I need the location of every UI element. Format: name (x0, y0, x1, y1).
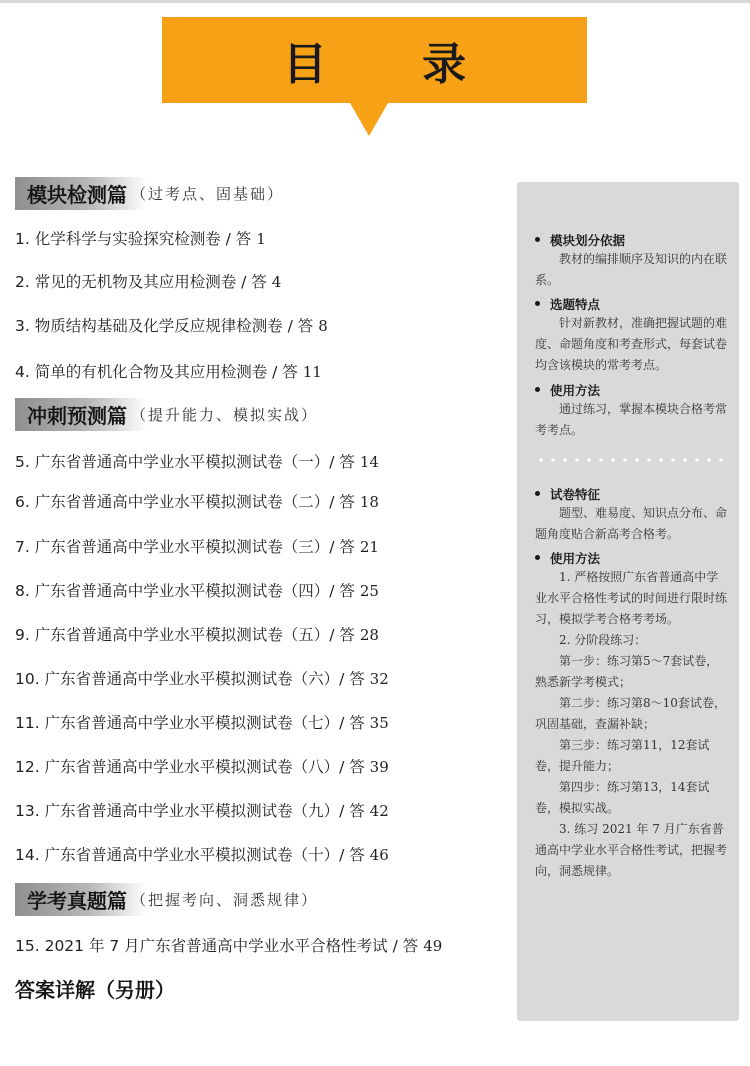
sidebar-item-text: 第四步：练习第13，14套试卷，模拟实战。 (535, 780, 710, 815)
toc-entry-text: 5. 广东省普通高中学业水平模拟测试卷（一）/ 答 (15, 453, 355, 471)
banner-pointer (350, 103, 388, 136)
section-title: 学考真题篇 (27, 889, 127, 913)
dotted-divider (535, 458, 727, 462)
sidebar-item (535, 380, 727, 441)
sidebar-item-text: 2. 分阶段练习： (559, 633, 647, 647)
bullet-icon (535, 491, 540, 496)
section-heading-sprint (15, 398, 318, 431)
section-subtitle: （过考点、固基础） (131, 185, 285, 203)
toc-entry-page: 11 (302, 363, 322, 381)
section-subtitle: （提升能力、模拟实战） (131, 406, 319, 424)
toc-entry[interactable] (15, 711, 389, 733)
toc-entry-text: 3. 物质结构基础及化学反应规律检测卷 / 答 (15, 317, 314, 335)
toc-entry[interactable] (15, 535, 379, 557)
page-title: 目 录 (282, 39, 507, 90)
sidebar-item-text: 教材的编排顺序及知识的内在联系。 (535, 252, 728, 287)
sidebar-item-text: 1. 严格按照广东省普通高中学业水平合格性考试的时间进行限时练习，模拟学考合格考考场。 (535, 570, 728, 626)
toc-entry-text: 12. 广东省普通高中学业水平模拟测试卷（八）/ 答 (15, 758, 365, 776)
toc-entry-text: 6. 广东省普通高中学业水平模拟测试卷（二）/ 答 (15, 493, 355, 511)
toc-entry[interactable] (15, 579, 379, 601)
toc-entry[interactable] (15, 360, 322, 382)
toc-entry[interactable] (15, 490, 379, 512)
sidebar-item (535, 484, 727, 545)
section-subtitle: （把握考向、洞悉规律） (131, 891, 319, 909)
bullet-icon (535, 555, 540, 560)
toc-entry-page: 49 (423, 937, 443, 955)
sidebar-item-text: 通过练习，掌握本模块合格考常考考点。 (535, 402, 728, 437)
answers-note: 答案详解（另册） (15, 978, 175, 1002)
toc-entry-text: 1. 化学科学与实验探究检测卷 / 答 (15, 230, 252, 248)
sidebar-notes (517, 182, 739, 1021)
toc-entry-page: 39 (369, 758, 389, 776)
toc-entry-text: 15. 2021 年 7 月广东省普通高中学业水平合格性考试 / 答 (15, 937, 419, 955)
top-rule (0, 0, 750, 3)
toc-entry[interactable] (15, 799, 389, 821)
toc-entry-page: 8 (318, 317, 328, 335)
section-title: 模块检测篇 (27, 183, 127, 207)
sidebar-item-heading: 模块划分依据 (550, 232, 626, 248)
sidebar-item-text: 题型、难易度、知识点分布、命题角度贴合新高考合格考。 (535, 506, 728, 541)
toc-entry-page: 25 (359, 582, 379, 600)
toc-entry[interactable] (15, 755, 389, 777)
toc-entry-page: 14 (359, 453, 379, 471)
toc-entry[interactable] (15, 623, 379, 645)
sidebar-item-text: 3. 练习 2021 年 7 月广东省普通高中学业水平合格性考试，把握考向，洞悉规律。 (535, 822, 728, 878)
toc-entry-text: 7. 广东省普通高中学业水平模拟测试卷（三）/ 答 (15, 538, 355, 556)
toc-entry[interactable] (15, 314, 328, 336)
section-heading-real-exam (15, 883, 318, 916)
sidebar-item-heading: 使用方法 (550, 550, 601, 566)
section-heading-module (15, 177, 284, 210)
toc-entry-text: 14. 广东省普通高中学业水平模拟测试卷（十）/ 答 (15, 846, 365, 864)
sidebar-item-text: 针对新教材，准确把握试题的难度、命题角度和考查形式，每套试卷均含该模块的常考考点。 (535, 316, 728, 372)
toc-entry-page: 4 (271, 273, 282, 291)
sidebar-item (535, 294, 727, 376)
toc-entry[interactable] (15, 843, 389, 865)
toc-entry[interactable] (15, 667, 389, 689)
toc-entry-text: 9. 广东省普通高中学业水平模拟测试卷（五）/ 答 (15, 626, 355, 644)
toc-entry-text: 10. 广东省普通高中学业水平模拟测试卷（六）/ 答 (15, 670, 365, 688)
toc-entry-page: 35 (369, 714, 389, 732)
sidebar-item-heading: 试卷特征 (550, 486, 601, 502)
sidebar-item (535, 548, 727, 882)
title-banner (162, 17, 587, 103)
toc-entry[interactable] (15, 227, 266, 249)
toc-entry[interactable] (15, 270, 281, 292)
bullet-icon (535, 387, 540, 392)
toc-entry-text: 2. 常见的无机物及其应用检测卷 / 答 (15, 273, 267, 291)
toc-entry-page: 18 (359, 493, 379, 511)
sidebar-item-heading: 使用方法 (550, 382, 601, 398)
toc-entry-text: 4. 简单的有机化合物及其应用检测卷 / 答 (15, 363, 298, 381)
toc-entry-text: 11. 广东省普通高中学业水平模拟测试卷（七）/ 答 (15, 714, 365, 732)
sidebar-item-text: 第三步：练习第11，12套试卷，提升能力； (535, 738, 710, 773)
toc-entry[interactable] (15, 934, 442, 956)
sidebar-item-text: 第一步：练习第5～7套试卷，熟悉新学考模式； (535, 654, 719, 689)
toc-entry-text: 13. 广东省普通高中学业水平模拟测试卷（九）/ 答 (15, 802, 365, 820)
sidebar-item-heading: 选题特点 (550, 296, 601, 312)
sidebar-item (535, 230, 727, 291)
toc-entry-page: 21 (359, 538, 379, 556)
toc-entry-page: 32 (369, 670, 389, 688)
toc-entry-text: 8. 广东省普通高中学业水平模拟测试卷（四）/ 答 (15, 582, 355, 600)
toc-entry-page: 42 (369, 802, 389, 820)
toc-entry-page: 28 (359, 626, 379, 644)
toc-entry-page: 46 (369, 846, 389, 864)
bullet-icon (535, 237, 540, 242)
sidebar-item-text: 第二步：练习第8～10套试卷，巩固基础，查漏补缺； (535, 696, 726, 731)
toc-entry-page: 1 (256, 230, 266, 248)
section-title: 冲刺预测篇 (27, 404, 127, 428)
bullet-icon (535, 301, 540, 306)
toc-entry[interactable] (15, 450, 379, 472)
